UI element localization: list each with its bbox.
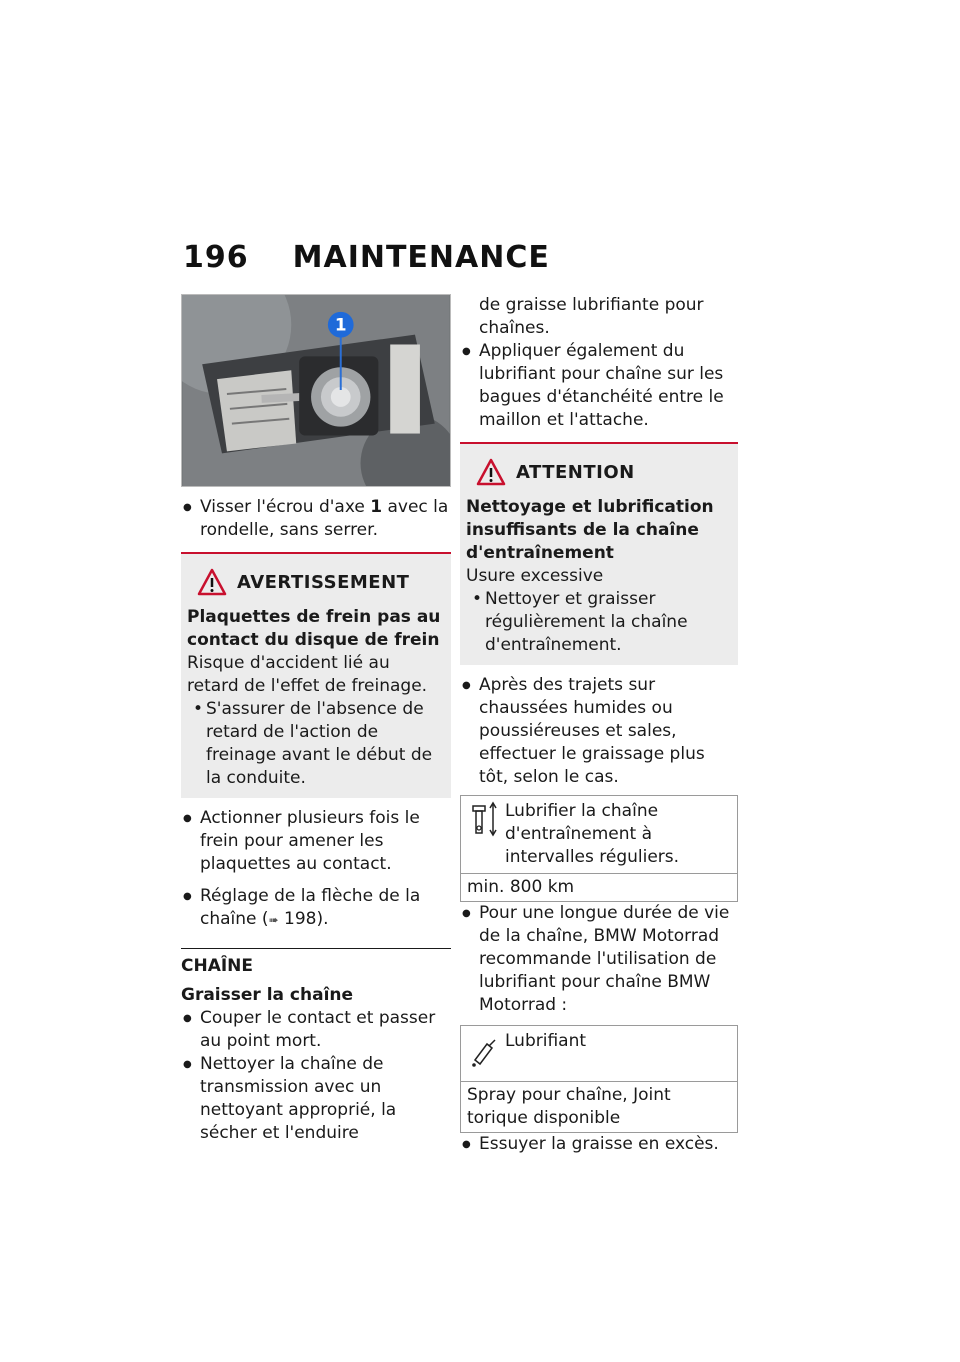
lubricant-oiler-icon <box>467 1030 499 1070</box>
attention-label: ATTENTION <box>516 461 635 483</box>
page-ref[interactable]: 198). <box>278 909 329 929</box>
interval-spec-header <box>461 796 737 874</box>
warning-risk: Risque d'accident lié au retard de l'effet de freinage. <box>187 653 428 696</box>
step-chain-slack <box>181 885 451 932</box>
interval-text: Lubrifier la chaîne d'entraînement à intervalles réguliers. <box>505 801 680 867</box>
step-chain-slack-text: Réglage de la flèche de la chaîne ( <box>200 886 421 929</box>
warning-action: • S'assurer de l'absence de retard de l'action de freinage avant le début de la conduite. <box>187 698 443 790</box>
chain-section <box>181 948 451 1145</box>
page-number: 196 <box>183 240 249 275</box>
step-ignition: ● Couper le contact et passer au point mort. <box>181 1007 451 1053</box>
lubricant-spec <box>460 1025 738 1133</box>
interval-value: min. 800 km <box>467 877 575 897</box>
warning-box <box>181 552 451 798</box>
page-header <box>183 240 550 275</box>
chain-heading: CHAÎNE <box>181 956 254 976</box>
maintenance-interval-icon <box>467 800 499 840</box>
lubricant-value: Spray pour chaîne, Joint torique disponible <box>467 1085 671 1128</box>
step-wet-roads: ● Après des trajets sur chaussées humides ou poussiéreuses et sales, effectuer le graissage plus tôt, selon le cas. <box>460 674 738 789</box>
right-column <box>460 294 738 1156</box>
chain-subheading: Graisser la chaîne <box>181 985 354 1005</box>
attention-risk: Usure excessive <box>466 566 604 586</box>
attention-title: Nettoyage et lubrification insuffisants de la chaîne d'entraînement <box>466 497 714 563</box>
warning-triangle-icon <box>476 458 506 486</box>
step-brake: ● Actionner plusieurs fois le frein pour amener les plaquettes au contact. <box>181 807 451 876</box>
step-clean: ● Nettoyer la chaîne de transmission avec un nettoyant approprié, la sécher et l'enduire <box>181 1053 451 1145</box>
interval-spec <box>460 795 738 902</box>
lubricant-label: Lubrifiant <box>505 1031 587 1051</box>
step-screw-nut <box>181 496 451 542</box>
callout-1: 1 <box>334 314 347 335</box>
left-column <box>181 294 451 1145</box>
axle-nut-illustration <box>182 295 450 486</box>
step-screw-nut-text: Visser l'écrou d'axe 1 avec la rondelle, sans serrer. <box>200 497 449 540</box>
section-title: MAINTENANCE <box>292 240 550 275</box>
step-clean-continued: de graisse lubrifiante pour chaînes. <box>479 295 704 338</box>
page-ref-arrow-icon[interactable]: ➠ <box>268 913 279 927</box>
step-apply-lubricant: ● Appliquer également du lubrifiant pour chaîne sur les bagues d'étanchéité entre le maillon et l'attache. <box>460 340 738 432</box>
step-wipe: ● Essuyer la graisse en excès. <box>460 1133 738 1156</box>
warning-title: Plaquettes de frein pas au contact du disque de frein <box>187 607 441 650</box>
warning-header <box>197 568 443 596</box>
step-recommend: ● Pour une longue durée de vie de la chaîne, BMW Motorrad recommande l'utilisation de lubrifiant pour chaîne BMW Motorrad : <box>460 902 738 1017</box>
warning-triangle-icon <box>197 568 227 596</box>
warning-label: AVERTISSEMENT <box>237 571 410 593</box>
attention-box <box>460 442 738 665</box>
attention-action: • Nettoyer et graisser régulièrement la chaîne d'entraînement. <box>466 588 730 657</box>
attention-header <box>476 458 730 486</box>
lubricant-spec-header <box>461 1026 737 1082</box>
axle-nut-photo <box>181 294 451 487</box>
